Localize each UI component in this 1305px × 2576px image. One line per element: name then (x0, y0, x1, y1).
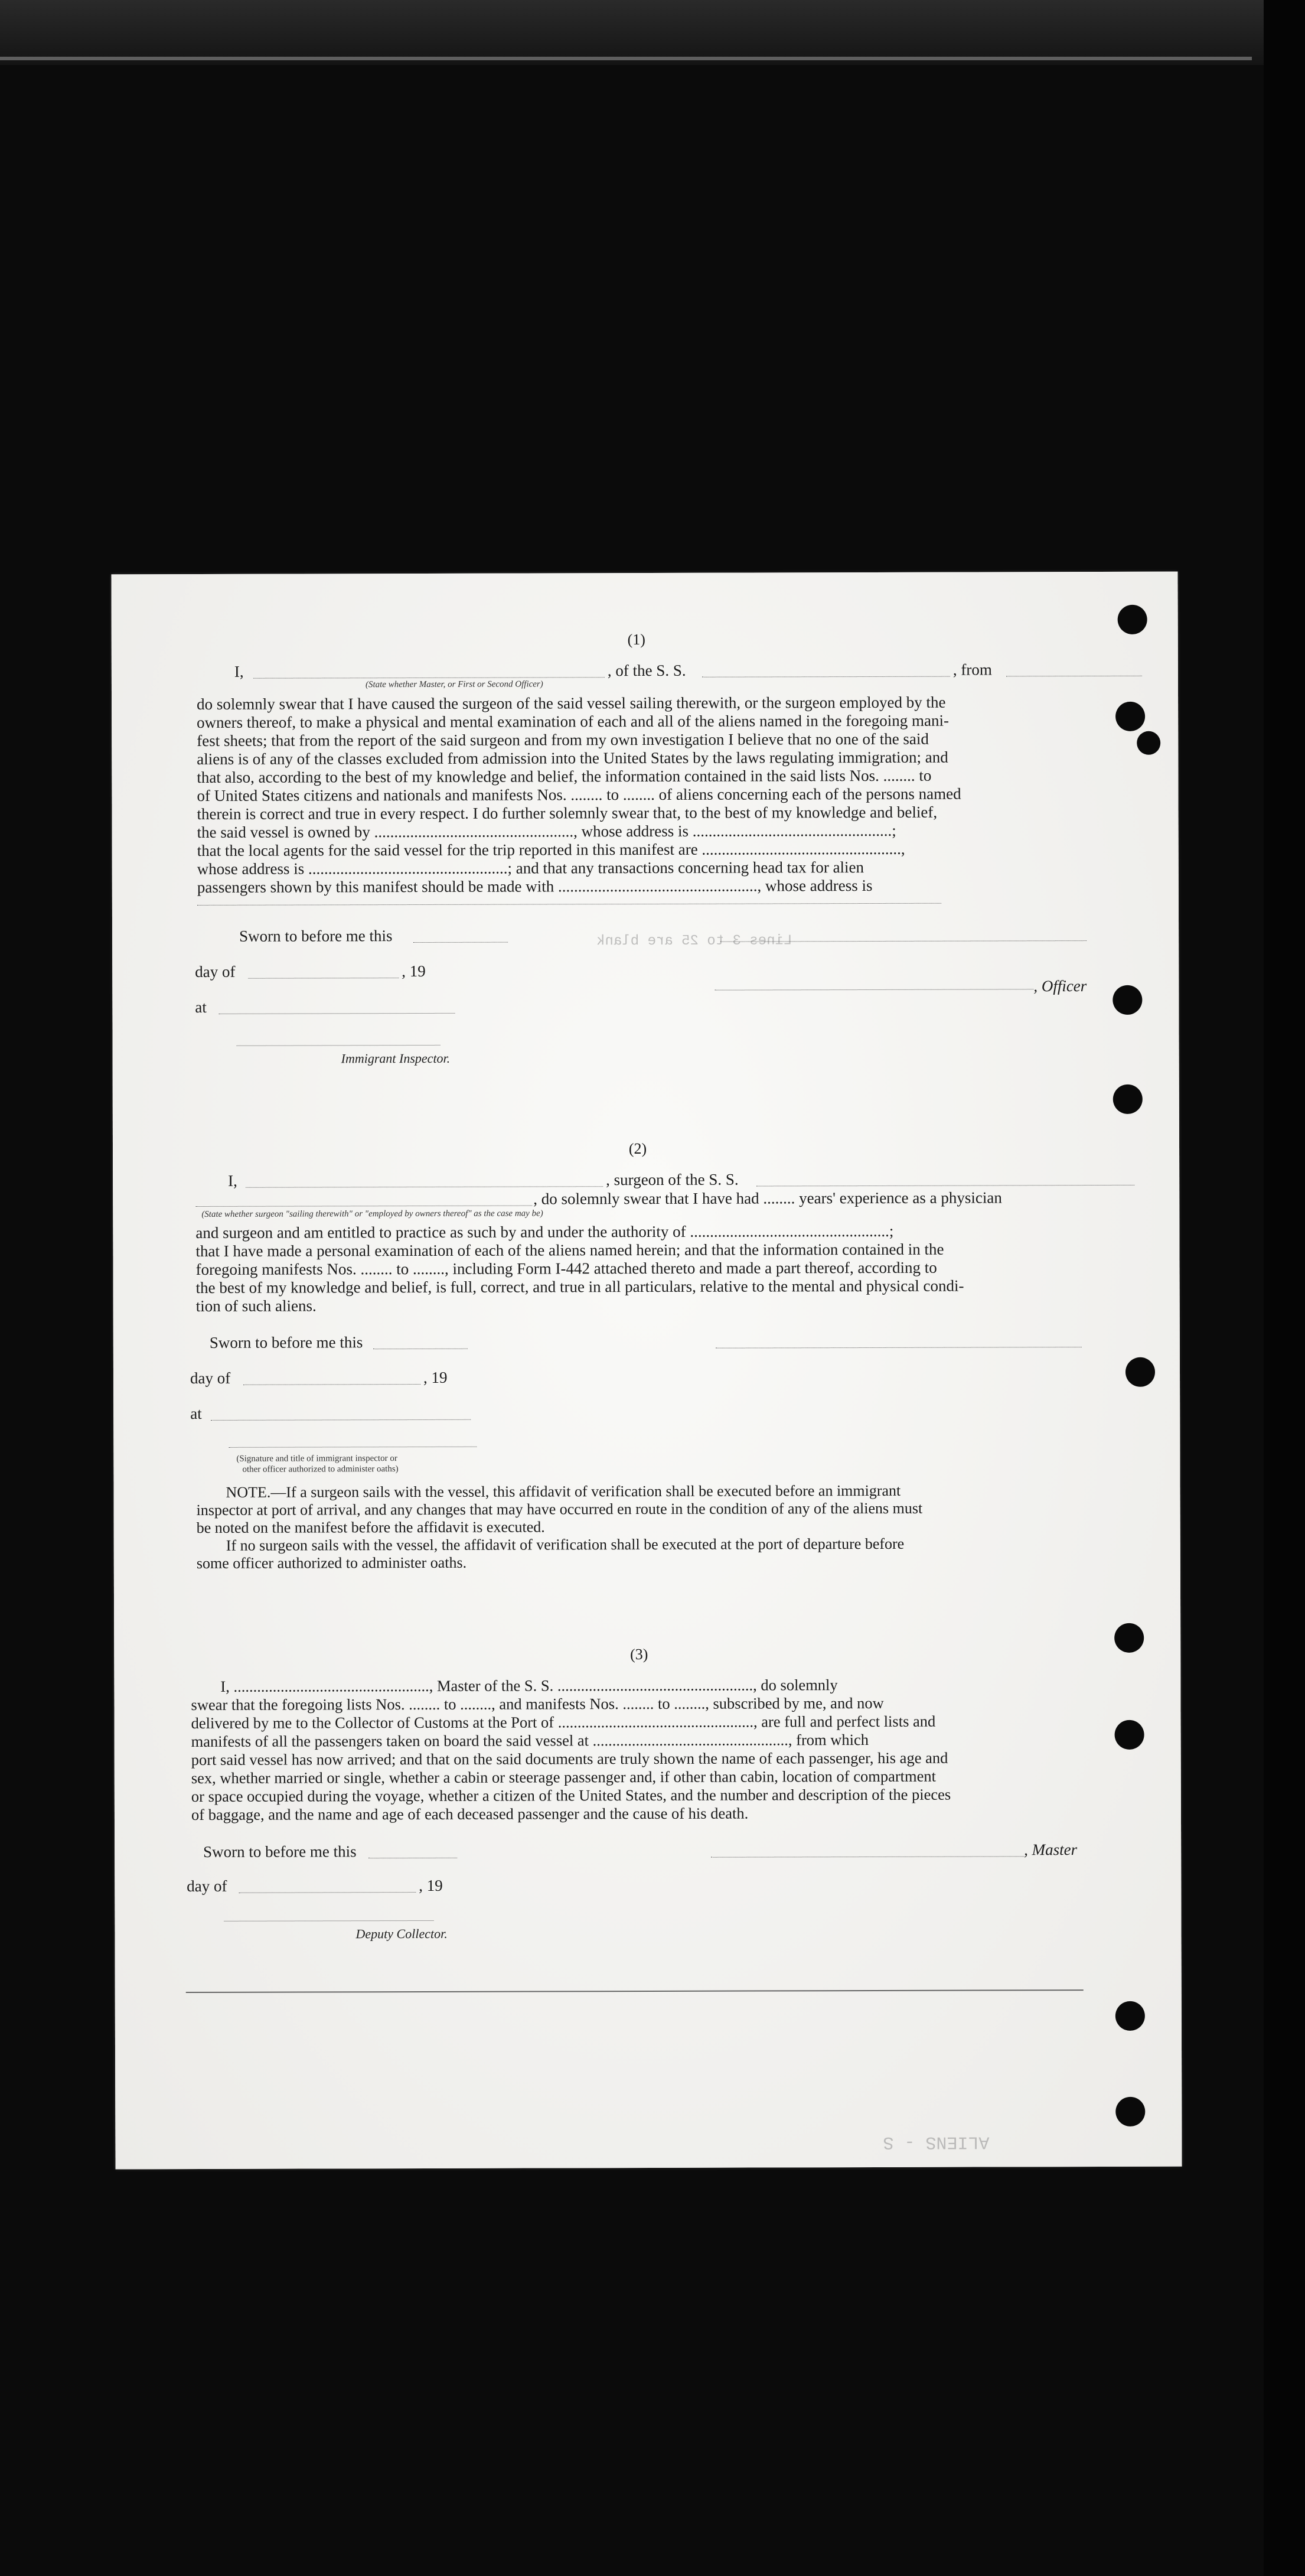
body-line: and surgeon and am entitled to practice as such by and under the authority of ..................................................; (195, 1222, 894, 1242)
immigrant-inspector-label: Immigrant Inspector. (341, 1050, 451, 1066)
note-line: NOTE.—If a surgeon sails with the vessel, this affidavit of verification shall be executed before an immigrant (226, 1481, 901, 1501)
note-line: If no surgeon sails with the vessel, the affidavit of verification shall be executed at the port of departure before (226, 1535, 905, 1554)
bleed-through-footer: ALIENS - S (883, 2131, 990, 2152)
body-line: the best of my knowledge and belief, is full, correct, and true in all particulars, relative to the mental and physical condi- (195, 1276, 964, 1297)
signature-note-1: (Signature and title of immigrant inspector or (236, 1454, 397, 1464)
affidavit1-from: , from (952, 660, 992, 679)
body-line: manifests of all the passengers taken on board the said vessel at .................................................., from which (191, 1731, 869, 1751)
body-line: that also, according to the best of my knowledge and belief, the information contained in the said lists Nos. ........ to (197, 766, 932, 786)
affidavit1-body (197, 693, 1148, 897)
deputy-collector-label: Deputy Collector. (355, 1926, 448, 1942)
film-right-edge (1264, 0, 1305, 2576)
sworn-text: Sworn to before me this (239, 927, 393, 945)
section-number-2: (2) (628, 1139, 647, 1158)
affidavit2-note (197, 1481, 1141, 1572)
body-line: passengers shown by this manifest should be made with .................................................., whose address is (197, 876, 873, 896)
affidavit3-body (191, 1675, 1142, 1824)
affidavit2-i: I, (228, 1171, 237, 1190)
bleed-through-text: Lines 3 to 25 are blank (596, 933, 792, 950)
body-line: do solemnly swear that I have caused the surgeon of the said vessel sailing therewith, or the surgeon employed by the (197, 693, 946, 713)
title-note: (State whether Master, or First or Second Officer) (365, 679, 543, 690)
body-line: therein is correct and true in every respect. I do further solemnly swear that, to the best of my knowledge and belief, (197, 803, 938, 823)
body-line: the said vessel is owned by .................................................., whose address is ..................................................; (197, 821, 896, 841)
punch-hole (1112, 985, 1142, 1015)
at-label: at (190, 1404, 202, 1423)
day-of-label: day of (195, 962, 236, 981)
punch-hole (1115, 2097, 1145, 2126)
affidavit1-i: I, (234, 662, 244, 680)
punch-hole (1113, 1085, 1143, 1114)
body-line: aliens is of any of the classes excluded from admission into the United States by the laws regulating immigration; and (197, 748, 948, 768)
punch-hole (1125, 1357, 1155, 1387)
body-line: swear that the foregoing lists Nos. ........ to ........, and manifests Nos. ........ to ........, subscribed by me, and now (191, 1694, 884, 1714)
body-line: delivered by me to the Collector of Customs at the Port of .................................................., are full and perfect lists and (191, 1712, 936, 1732)
body-line: I, .................................................., Master of the S. S. .................................................., do solemnly (220, 1676, 838, 1695)
body-line: tion of such aliens. (195, 1297, 317, 1315)
experience-line: , do solemnly swear that I have had ........ years' experience as a physician (533, 1188, 1002, 1208)
note-line: some officer authorized to administer oaths. (196, 1554, 467, 1572)
affidavit1-of-ss: , of the S. S. (607, 661, 686, 680)
sworn-text: Sworn to before me this (203, 1842, 357, 1861)
day-of-label: day of (187, 1877, 227, 1896)
sworn-text: Sworn to before me this (209, 1333, 363, 1351)
year-label: , 19 (402, 962, 426, 981)
officer-label: , Officer (1033, 977, 1087, 995)
body-line: or space occupied during the voyage, whether a citizen of the United States, and the number and description of the pieces (191, 1785, 951, 1806)
body-line: foregoing manifests Nos. ........ to ........, including Form I-442 attached thereto and made a part thereof, according to (195, 1258, 937, 1278)
at-label: at (195, 998, 207, 1016)
master-label: , Master (1024, 1841, 1078, 1859)
body-line: that I have made a personal examination of each of the aliens named herein; and that the information contained in the (195, 1240, 944, 1260)
body-line: of baggage, and the name and age of each deceased passenger and the cause of his death. (191, 1804, 749, 1824)
manifest-page (111, 572, 1182, 2170)
note-line: be noted on the manifest before the affidavit is executed. (196, 1518, 545, 1536)
body-line: whose address is ..................................................; and that any transactions concerning head tax for alien (197, 858, 864, 878)
body-line: fest sheets; that from the report of the said surgeon and from my own investigation I believe that no one of the said (197, 730, 929, 750)
section-number-1: (1) (627, 631, 645, 649)
body-line: sex, whether married or single, whether a cabin or steerage passenger and, if other than cabin, location of compartment (191, 1767, 937, 1787)
year-label: , 19 (423, 1368, 448, 1386)
film-edge-line (0, 57, 1252, 60)
punch-hole (1118, 605, 1147, 634)
note-line: inspector at port of arrival, and any changes that may have occurred en route in the condition of any of the aliens must (196, 1499, 923, 1519)
film-top-edge (0, 0, 1305, 65)
body-line: owners thereof, to make a physical and mental examination of each and all of the aliens named in the foregoing mani- (197, 711, 949, 731)
section-number-3: (3) (630, 1645, 648, 1663)
surgeon-of-ss: , surgeon of the S. S. (606, 1170, 739, 1189)
signature-note-2: other officer authorized to administer oaths) (242, 1464, 399, 1474)
punch-hole (1115, 2001, 1145, 2031)
surgeon-state-note: (State whether surgeon "sailing therewith" or "employed by owners thereof" as the case may be) (201, 1209, 543, 1219)
year-label: , 19 (419, 1876, 443, 1895)
body-line: port said vessel has now arrived; and that on the said documents are truly shown the name of each passenger, his age and (191, 1748, 948, 1769)
affidavit2-body (195, 1222, 1140, 1315)
body-line: of United States citizens and nationals and manifests Nos. ........ to ........ of aliens concerning each of the persons named (197, 784, 961, 805)
day-of-label: day of (190, 1369, 231, 1388)
punch-hole (1114, 1623, 1144, 1653)
body-line: that the local agents for the said vessel for the trip reported in this manifest are .................................................., (197, 839, 905, 859)
